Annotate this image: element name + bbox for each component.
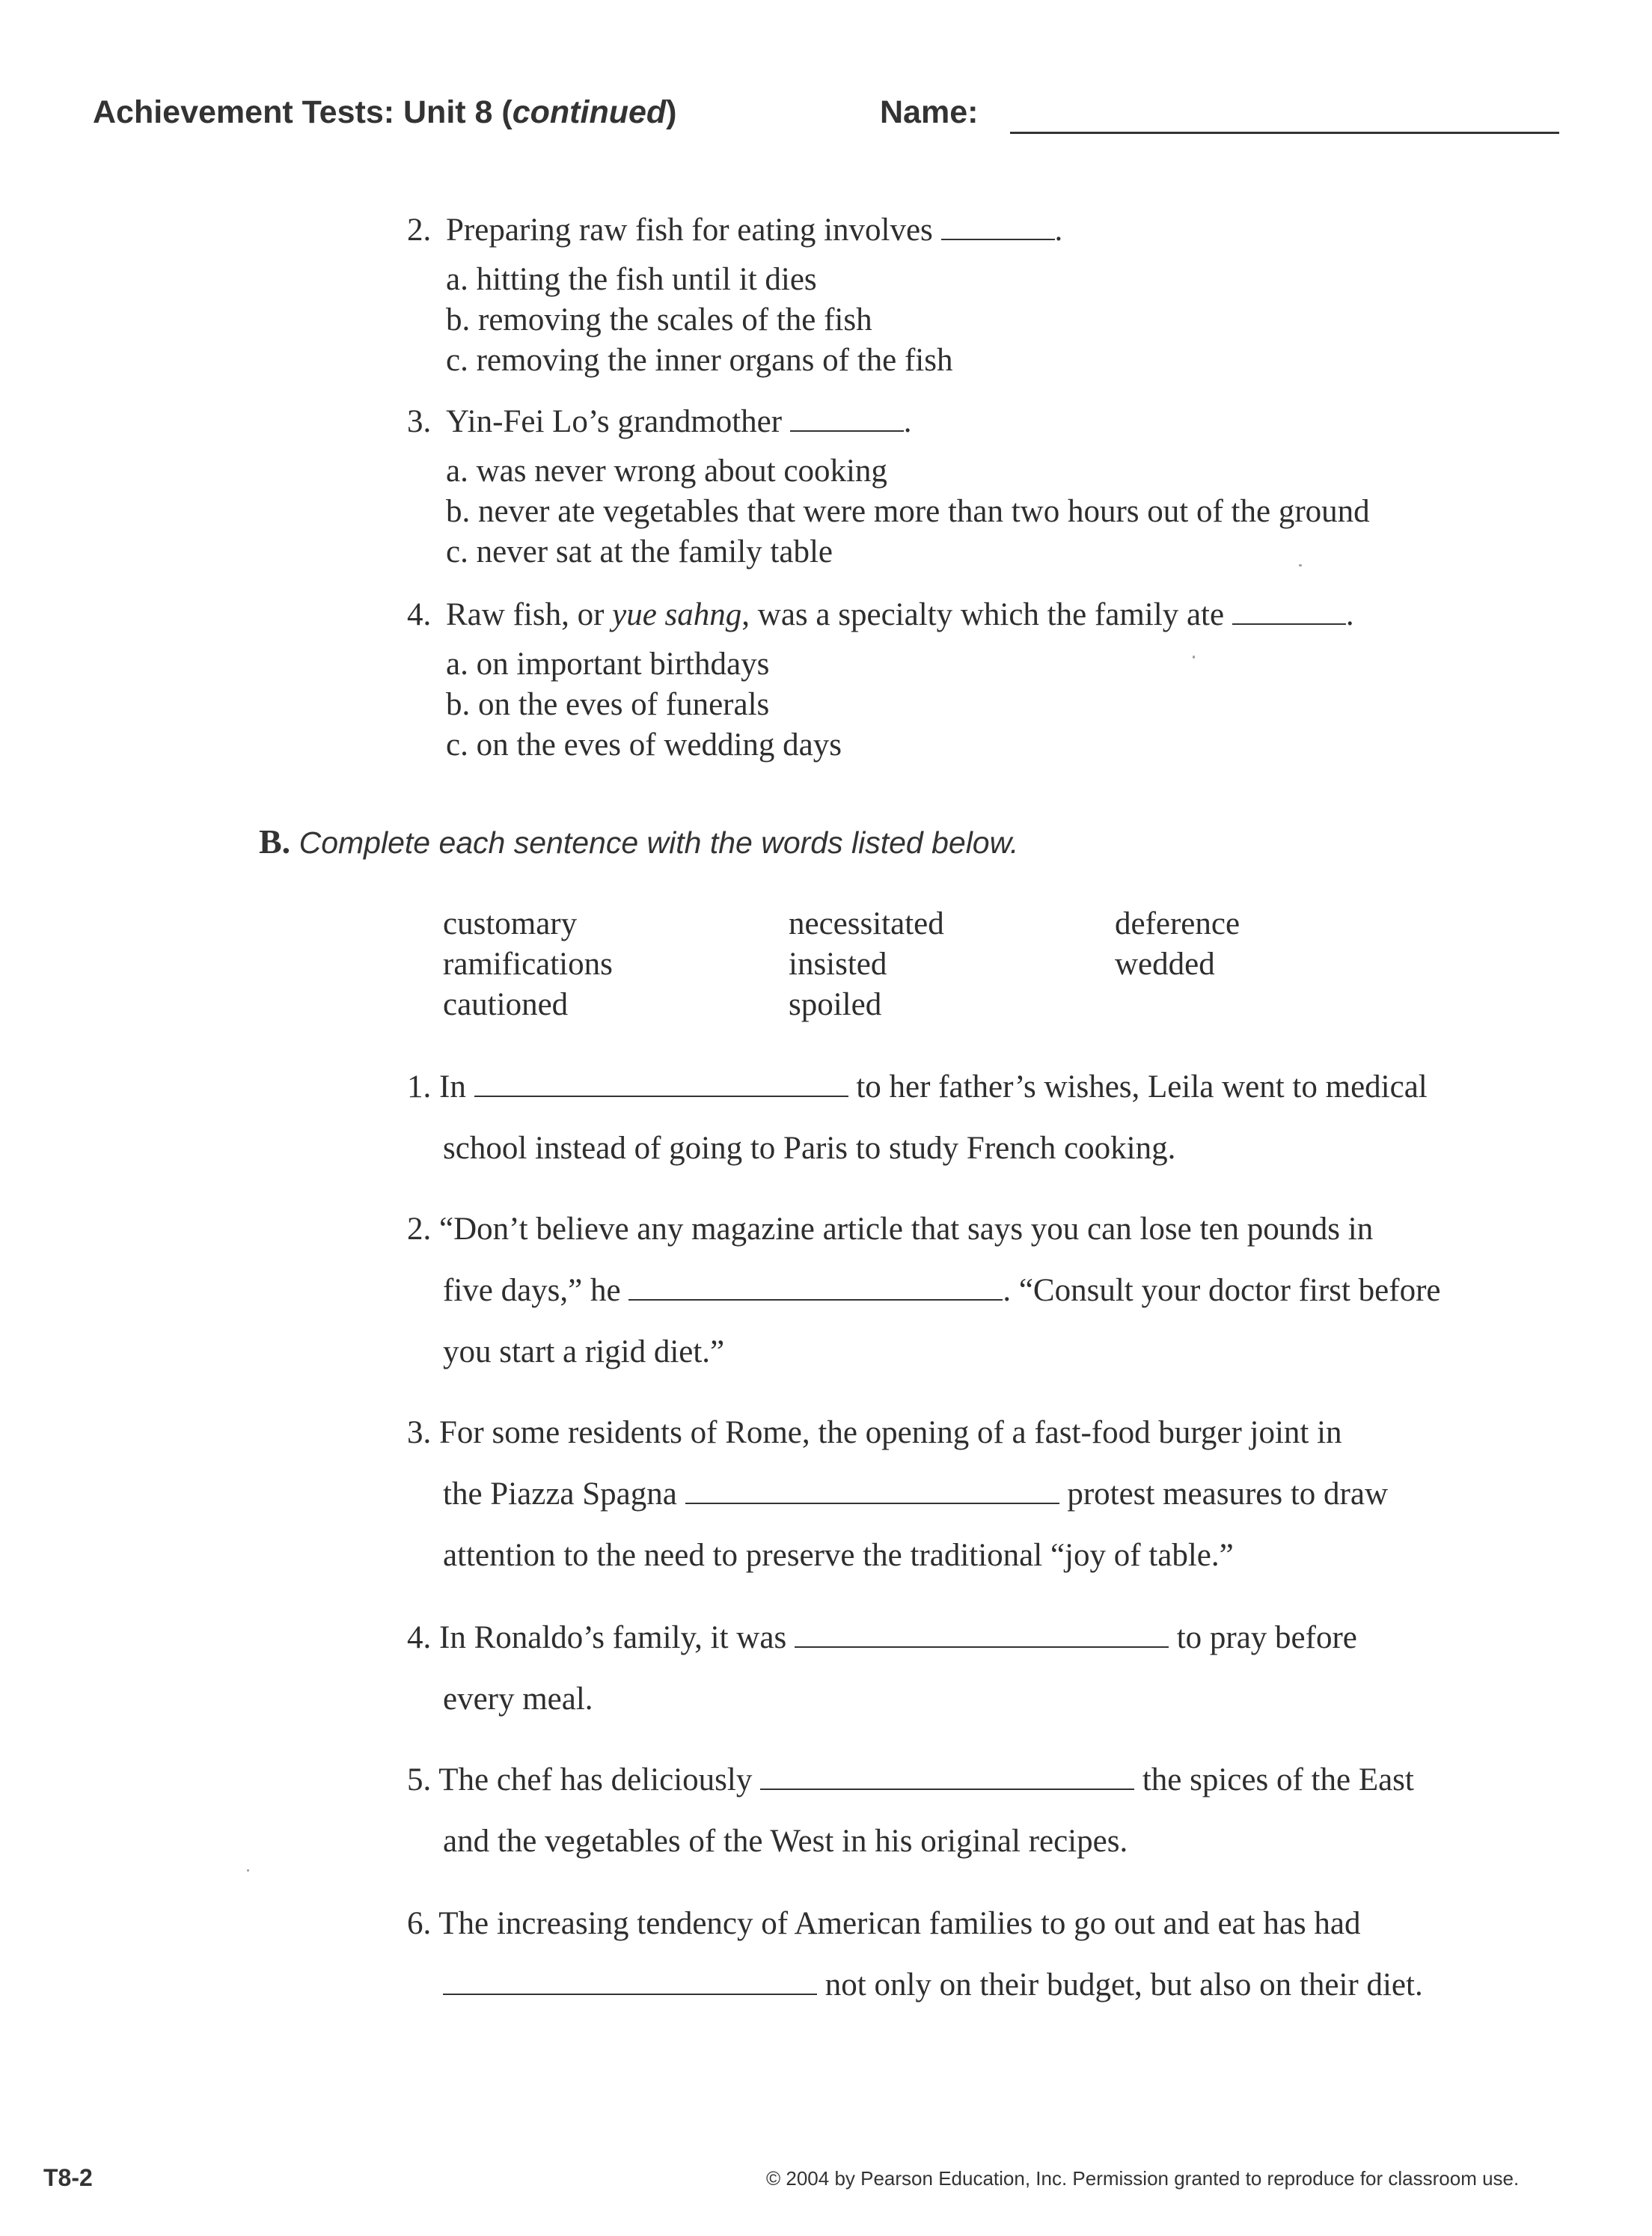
item-text: to her father’s wishes, Leila went to medical	[856, 1069, 1428, 1105]
section-b-heading	[259, 822, 1018, 861]
answer-blank[interactable]	[760, 1762, 1134, 1790]
title-suffix: )	[666, 94, 677, 130]
option-a	[446, 450, 887, 492]
page-number: T8-2	[43, 2164, 93, 2191]
word-bank-item: spoiled	[789, 987, 882, 1022]
title-italic: continued	[512, 94, 667, 130]
fill-blank-item-3	[407, 1414, 1342, 1451]
question-number: 3.	[407, 404, 432, 439]
answer-blank[interactable]	[1232, 596, 1346, 625]
word-bank-item: ramifications	[443, 947, 613, 982]
option-text: hitting the fish until it dies	[476, 262, 817, 297]
answer-blank[interactable]	[474, 1069, 848, 1097]
answer-blank[interactable]	[795, 1619, 1169, 1648]
item-number: 5.	[407, 1762, 432, 1797]
fill-blank-item-1	[407, 1069, 1428, 1105]
item-number: 6.	[407, 1906, 432, 1941]
item-text: The increasing tendency of American families to go out and eat has had	[438, 1906, 1361, 1941]
word-bank-item: necessitated	[789, 906, 944, 941]
name-label: Name:	[880, 94, 979, 130]
word-bank-item: customary	[443, 906, 578, 941]
answer-blank[interactable]	[443, 1967, 817, 1995]
word-bank-item: cautioned	[443, 987, 569, 1022]
question-stem-end: .	[1345, 597, 1354, 632]
word-bank-item: deference	[1115, 906, 1240, 941]
option-b	[446, 491, 1370, 532]
question-number: 4.	[407, 597, 432, 632]
item-text: In	[439, 1069, 466, 1105]
item-6-line-2	[443, 1967, 1423, 2003]
fill-blank-item-4	[407, 1619, 1357, 1656]
option-letter: b.	[446, 494, 471, 529]
option-letter: b.	[446, 687, 471, 722]
item-text: . “Consult your doctor first before	[1003, 1273, 1441, 1308]
option-text: removing the scales of the fish	[478, 302, 872, 337]
word-bank-item: insisted	[789, 947, 887, 982]
fill-blank-item-5	[407, 1762, 1414, 1798]
item-number: 3.	[407, 1415, 432, 1450]
item-2-line-3: you start a rigid diet.”	[443, 1334, 725, 1369]
option-c	[446, 724, 842, 766]
item-3-line-2	[443, 1476, 1388, 1512]
option-b	[446, 684, 769, 725]
scan-speck	[1299, 564, 1302, 566]
option-text: on the eves of funerals	[478, 687, 770, 722]
option-letter: a.	[446, 453, 468, 489]
option-text: was never wrong about cooking	[476, 453, 887, 489]
option-c	[446, 531, 833, 572]
question-stem-end: .	[903, 404, 912, 439]
option-c	[446, 340, 953, 381]
option-letter: a.	[446, 647, 468, 682]
page-title	[93, 94, 677, 131]
item-number: 4.	[407, 1620, 432, 1655]
answer-blank[interactable]	[790, 403, 904, 432]
option-letter: a.	[446, 262, 468, 297]
answer-blank[interactable]	[941, 212, 1055, 240]
item-5-line-2: and the vegetables of the West in his original recipes.	[443, 1824, 1128, 1859]
question-stem: Raw fish, or	[446, 597, 605, 632]
page-header	[93, 94, 1559, 147]
option-text: removing the inner organs of the fish	[476, 343, 953, 378]
option-text: never ate vegetables that were more than two hours out of the ground	[478, 494, 1370, 529]
name-field[interactable]	[1010, 132, 1559, 134]
item-4-line-2: every meal.	[443, 1681, 593, 1717]
scan-speck	[1193, 656, 1195, 659]
option-text: never sat at the family table	[476, 534, 833, 569]
fill-blank-item-6	[407, 1905, 1360, 1942]
answer-blank[interactable]	[685, 1476, 1059, 1504]
question-stem: Yin-Fei Lo’s grandmother	[446, 404, 783, 439]
section-instruction: Complete each sentence with the words listed below.	[299, 825, 1019, 860]
answer-blank[interactable]	[628, 1272, 1003, 1301]
item-text: to pray before	[1176, 1620, 1357, 1655]
item-2-line-2	[443, 1272, 1440, 1309]
question-2	[407, 210, 1062, 251]
item-text: the Piazza Spagna	[443, 1476, 677, 1512]
question-stem-end: .	[1054, 213, 1063, 248]
item-text: For some residents of Rome, the opening of a fast-food burger joint in	[439, 1415, 1342, 1450]
question-stem-middle: , was a specialty which the family ate	[741, 597, 1225, 632]
copyright-notice: © 2004 by Pearson Education, Inc. Permission granted to reproduce for classroom use.	[766, 2167, 1520, 2190]
item-text: five days,” he	[443, 1273, 621, 1308]
section-letter: B.	[259, 822, 291, 861]
fill-blank-item-2	[407, 1211, 1373, 1247]
item-text: “Don’t believe any magazine article that says you can lose ten pounds in	[439, 1212, 1374, 1247]
option-letter: c.	[446, 343, 468, 378]
item-number: 1.	[407, 1069, 432, 1105]
item-1-line-2: school instead of going to Paris to study French cooking.	[443, 1131, 1176, 1166]
title-text: Achievement Tests: Unit 8 (	[93, 94, 513, 130]
option-b	[446, 299, 872, 340]
option-a	[446, 259, 817, 300]
question-stem: Preparing raw fish for eating involves	[446, 213, 933, 248]
question-stem-italic: yue sahng	[612, 597, 742, 632]
option-letter: b.	[446, 302, 471, 337]
word-bank-item: wedded	[1115, 947, 1215, 982]
option-text: on the eves of wedding days	[476, 727, 842, 763]
question-3	[407, 401, 912, 442]
option-text: on important birthdays	[476, 647, 770, 682]
question-4	[407, 594, 1354, 635]
option-letter: c.	[446, 534, 468, 569]
option-a	[446, 644, 769, 685]
item-text: The chef has deliciously	[438, 1762, 753, 1797]
option-letter: c.	[446, 727, 468, 763]
item-text: protest measures to draw	[1067, 1476, 1389, 1512]
item-3-line-3: attention to the need to preserve the traditional “joy of table.”	[443, 1538, 1234, 1573]
item-text: not only on their budget, but also on their diet.	[825, 1967, 1423, 2003]
item-text: In Ronaldo’s family, it was	[439, 1620, 787, 1655]
question-number: 2.	[407, 213, 432, 248]
item-text: the spices of the East	[1142, 1762, 1414, 1797]
item-number: 2.	[407, 1212, 432, 1247]
scan-speck	[247, 1869, 249, 1872]
